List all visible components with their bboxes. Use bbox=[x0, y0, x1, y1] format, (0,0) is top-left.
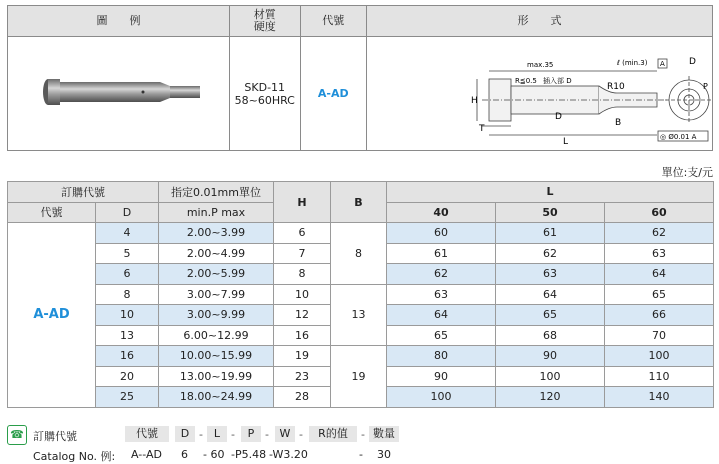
material-header: 材質 硬度 bbox=[230, 6, 301, 37]
table-row: 16 10.00~15.99 19 19 80 90 100 bbox=[8, 346, 714, 367]
order-code-header: 訂購代號 bbox=[8, 182, 159, 203]
order-example: ☎ 訂購代號 代號 D - L - P - W - R的值 - 數量 Catalog No. 例: A--AD 6 - 60 -P5.48 -W3.20 - 30 bbox=[7, 425, 713, 462]
catalog-dash: - bbox=[359, 448, 363, 461]
b-group-3: 19 bbox=[331, 346, 387, 408]
svg-text:◎ Ø0.01 A: ◎ Ø0.01 A bbox=[660, 132, 697, 141]
catalog-code: A--AD bbox=[131, 448, 162, 461]
svg-text:max.35: max.35 bbox=[527, 60, 554, 69]
table-row: A-AD 4 2.00~3.99 6 8 60 61 62 bbox=[8, 223, 714, 244]
material-cell: SKD-11 58~60HRC bbox=[230, 37, 301, 151]
table-row: 10 3.00~9.99 12 64 65 66 bbox=[8, 305, 714, 326]
svg-text:R≦0.5: R≦0.5 bbox=[515, 76, 537, 85]
punch-photo bbox=[8, 37, 229, 147]
order-label: 訂購代號 bbox=[33, 430, 77, 443]
technical-drawing bbox=[367, 39, 712, 149]
catalog-l: - 60 bbox=[203, 448, 225, 461]
svg-text:L: L bbox=[563, 136, 569, 147]
l50-header: 50 bbox=[496, 202, 605, 223]
figure-header: 圖 例 bbox=[8, 6, 230, 37]
svg-text:T: T bbox=[479, 123, 485, 134]
l60-header: 60 bbox=[605, 202, 714, 223]
svg-text:D: D bbox=[689, 56, 696, 67]
d-subheader: D bbox=[96, 202, 159, 223]
product-photo bbox=[8, 37, 230, 151]
svg-text:A: A bbox=[660, 59, 665, 68]
spec-header-table bbox=[7, 5, 713, 151]
svg-text:P: P bbox=[703, 81, 708, 91]
svg-text:ℓ (min.3): ℓ (min.3) bbox=[617, 58, 648, 67]
table-row: 6 2.00~5.99 8 62 63 64 bbox=[8, 264, 714, 285]
shape-header: 形 式 bbox=[367, 6, 713, 37]
unit-note: 單位:支/元 bbox=[661, 166, 713, 179]
dimension-table bbox=[7, 181, 714, 408]
svg-text:H: H bbox=[471, 95, 478, 106]
table-row: 8 3.00~7.99 10 13 63 64 65 bbox=[8, 284, 714, 305]
spec-header: 指定0.01mm單位 bbox=[159, 182, 274, 203]
table-row: 5 2.00~4.99 7 61 62 63 bbox=[8, 243, 714, 264]
order-field-d: D bbox=[175, 426, 195, 442]
svg-text:插入部 D: 插入部 D bbox=[543, 76, 572, 85]
phone-icon: ☎ bbox=[7, 425, 27, 445]
order-field-w: W bbox=[275, 426, 295, 442]
svg-text:R10: R10 bbox=[607, 81, 625, 92]
svg-text:D: D bbox=[555, 111, 562, 122]
order-field-r: R的值 bbox=[309, 426, 357, 442]
catalog-d: 6 bbox=[181, 448, 188, 461]
code-subheader: 代號 bbox=[8, 202, 96, 223]
catalog-p: -P5.48 bbox=[231, 448, 267, 461]
b-group-1: 8 bbox=[331, 223, 387, 285]
b-header: B bbox=[331, 182, 387, 223]
svg-text:B: B bbox=[615, 117, 622, 128]
l40-header: 40 bbox=[387, 202, 496, 223]
table-row: 13 6.00~12.99 16 65 68 70 bbox=[8, 325, 714, 346]
catalog-w: -W3.20 bbox=[269, 448, 308, 461]
order-field-l: L bbox=[207, 426, 227, 442]
h-header: H bbox=[274, 182, 331, 223]
table-row: 20 13.00~19.99 23 90 100 110 bbox=[8, 366, 714, 387]
code-header: 代號 bbox=[300, 6, 367, 37]
order-field-p: P bbox=[241, 426, 261, 442]
order-field-code: 代號 bbox=[125, 426, 169, 442]
product-code: A-AD bbox=[300, 37, 367, 151]
table-row: 25 18.00~24.99 28 100 120 140 bbox=[8, 387, 714, 408]
catalog-label: Catalog No. 例: bbox=[33, 450, 116, 463]
shape-drawing bbox=[367, 37, 713, 151]
b-group-2: 13 bbox=[331, 284, 387, 346]
code-value: A-AD bbox=[8, 223, 96, 408]
order-field-qty: 數量 bbox=[369, 426, 399, 442]
l-header: L bbox=[387, 182, 714, 203]
p-subheader: min.P max bbox=[159, 202, 274, 223]
catalog-qty: 30 bbox=[377, 448, 391, 461]
